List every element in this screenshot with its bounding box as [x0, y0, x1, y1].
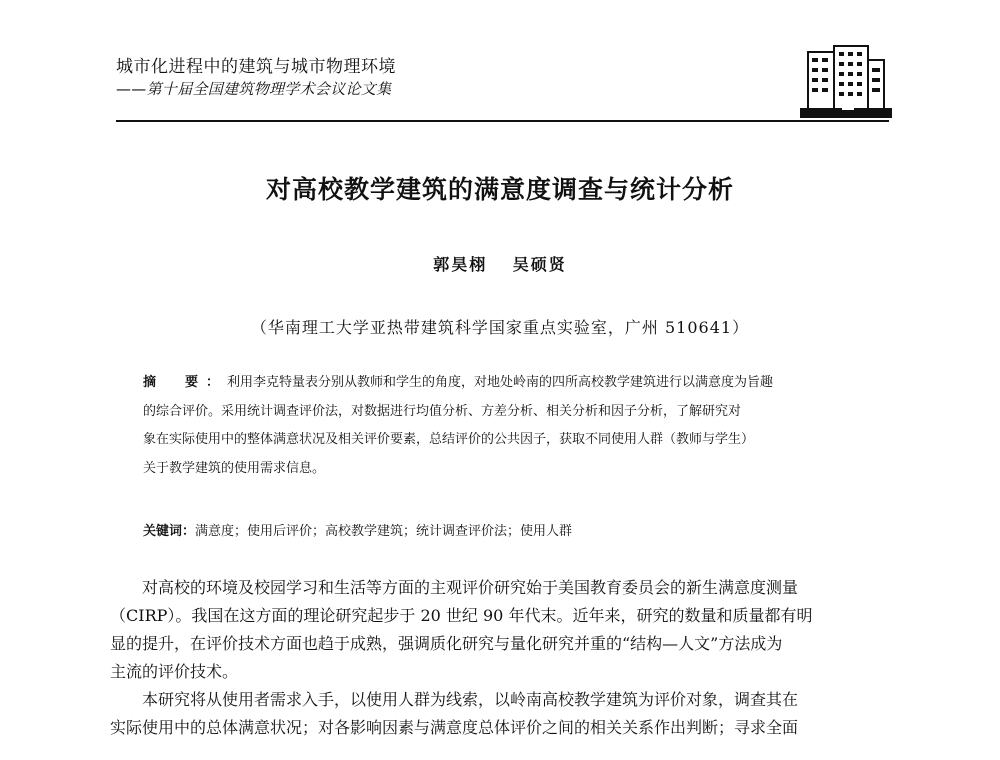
abstract-line: 象在实际使用中的整体满意状况及相关评价要素，总结评价的公共因子，获取不同使用人群（教师与学生）: [143, 432, 755, 447]
author-name: 吴硕贤: [512, 255, 567, 274]
text-line: 本研究将从使用者需求入手，以使用人群为线索，以岭南高校教学建筑为评价对象，调查其在: [142, 690, 799, 709]
body-text: [110, 574, 890, 742]
building-logo-icon: [800, 42, 892, 120]
abstract-label: 摘 要：: [143, 375, 228, 390]
keywords-label: 关键词：: [143, 524, 196, 539]
abstract-line: 利用李克特量表分别从教师和学生的角度，对地处岭南的四所高校教学建筑进行以满意度为旨趣: [227, 375, 774, 390]
keywords-text: 满意度；使用后评价；高校教学建筑；统计调查评价法；使用人群: [195, 524, 573, 539]
abstract: [143, 369, 863, 483]
author-affiliation: （华南理工大学亚热带建筑科学国家重点实验室，广州 510641）: [250, 318, 750, 337]
book-title: 城市化进程中的建筑与城市物理环境: [116, 57, 396, 77]
running-header: [116, 56, 766, 100]
author-name: 郭昊栩: [433, 255, 488, 274]
abstract-line: 关于教学建筑的使用需求信息。: [143, 460, 326, 476]
paragraph: [110, 574, 890, 686]
keywords: [143, 520, 863, 544]
text-line: 主流的评价技术。: [110, 662, 239, 681]
header-divider: [116, 120, 889, 122]
abstract-line: 的综合评价。采用统计调查评价法，对数据进行均值分析、方差分析、相关分析和因子分析，了解研究对: [143, 403, 742, 419]
paragraph: [110, 686, 890, 742]
text-line: 对高校的环境及校园学习和生活等方面的主观评价研究始于美国教育委员会的新生满意度测量: [142, 578, 799, 597]
paper-title: 对高校教学建筑的满意度调查与统计分析: [265, 175, 734, 204]
author-list: [0, 252, 1000, 275]
text-line: （CIRP）。我国在这方面的理论研究起步于 20 世纪 90 年代末。近年来，研究的数量和质量都有明: [110, 606, 813, 625]
book-subtitle: ——第十届全国建筑物理学术会议论文集: [116, 80, 392, 98]
text-line: 实际使用中的总体满意状况；对各影响因素与满意度总体评价之间的相关关系作出判断；寻求全面: [110, 718, 799, 737]
text-line: 显的提升，在评价技术方面也趋于成熟，强调质化研究与量化研究并重的“结构—人文”方法成为: [110, 634, 783, 653]
